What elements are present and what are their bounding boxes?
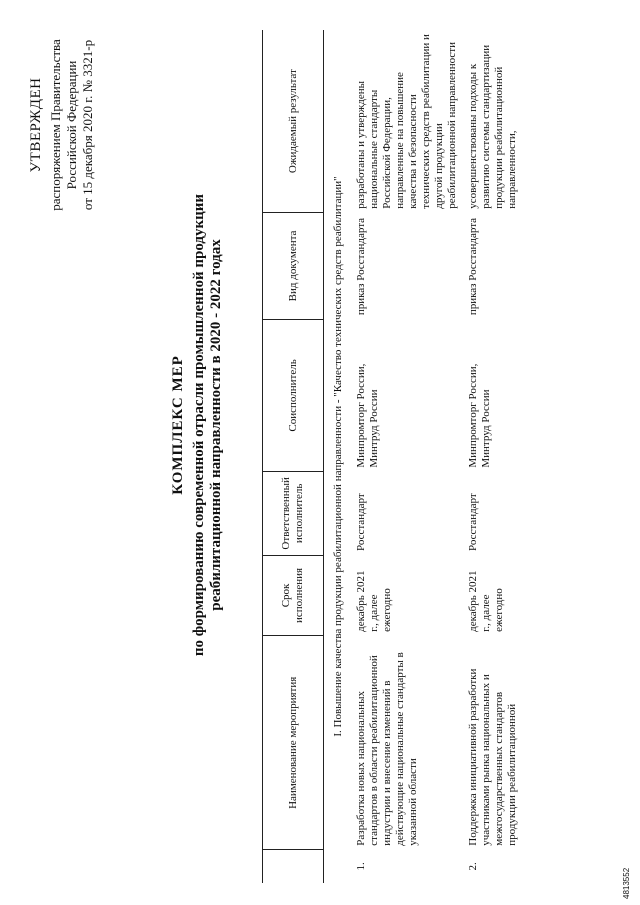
approval-stamp xyxy=(28,25,96,225)
header-term: Срок исполнения xyxy=(263,555,324,636)
row-responsible: Росстандарт xyxy=(355,493,367,552)
row-result: усовершенствованы подходы к развитию системы стандартизации продукции реабилитационной направленности, xyxy=(467,44,518,209)
header-number xyxy=(263,850,324,883)
header-name: Наименование мероприятия xyxy=(263,636,324,850)
approval-heading: УТВЕРЖДЕН xyxy=(28,77,44,173)
table-row xyxy=(463,30,523,883)
row-doctype: приказ Росстандарта xyxy=(355,217,367,316)
title-line-3: реабилитационной направленности в 2020 - 2022 годах xyxy=(208,239,224,611)
row-number: 1. xyxy=(355,862,367,871)
approval-line-3: от 15 декабря 2020 г. № 3321-р xyxy=(80,39,95,211)
measures-table xyxy=(262,30,523,883)
title-line-1: КОМПЛЕКС МЕР xyxy=(170,355,186,495)
row-name: Разработка новых национальных стандартов в области реабилитационной индустрии и внесение изменений в действующие национальные стандарты в указанной области xyxy=(355,652,419,846)
table-row xyxy=(351,30,463,883)
table-header-row xyxy=(263,30,324,883)
approval-line-1: распоряжением Правительства xyxy=(48,39,63,211)
header-result: Ожидаемый результат xyxy=(263,30,324,213)
row-coexecutor: Минпромторг России, Минтруд России xyxy=(355,363,380,468)
row-term: декабрь 2021 г., далее ежегодно xyxy=(355,570,393,632)
approval-line-2: Российской Федерации xyxy=(64,60,79,190)
section-row xyxy=(324,30,352,883)
row-term: декабрь 2021 г., далее ежегодно xyxy=(467,570,505,632)
header-doctype: Вид документа xyxy=(263,213,324,319)
row-name: Поддержка инициативной разработки участниками рынка национальных и межгосударственных стандартов продукции реабилитационной xyxy=(467,668,518,846)
document-code: 4813552 xyxy=(622,867,631,899)
document-title xyxy=(170,65,225,785)
title-line-2: по формированию современной отрасли промышленной продукции xyxy=(191,193,207,657)
row-coexecutor: Минпромторг России, Минтруд России xyxy=(467,363,492,468)
section-title: I. Повышение качества продукции реабилитационной направленности - "Качество технических средств реабилитации" xyxy=(332,176,344,737)
header-responsible: Ответственный исполнитель xyxy=(263,472,324,555)
row-number: 2. xyxy=(467,862,479,871)
header-coexecutor: Соисполнитель xyxy=(263,319,324,471)
row-result: разработаны и утверждены национальные стандарты Российской Федерации, направленные на повышение качества и безопасности технических средств реабилитации и другой продукции реабилитационной направленности xyxy=(355,34,458,209)
row-doctype: приказ Росстандарта xyxy=(467,217,479,316)
row-responsible: Росстандарт xyxy=(467,493,479,552)
